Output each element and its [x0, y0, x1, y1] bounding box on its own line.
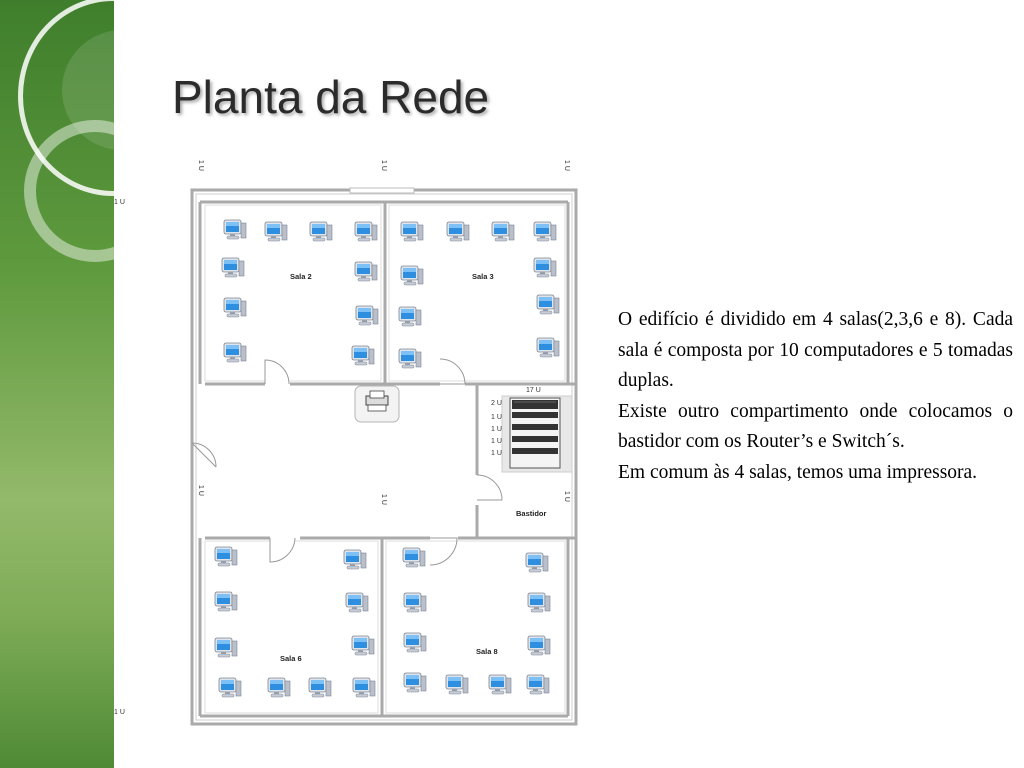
rack-unit-label: 1 U [491, 438, 502, 445]
outlet-label: 1 U [197, 485, 204, 496]
room-label-bastidor: Bastidor [516, 509, 547, 518]
description-paragraph: Em comum às 4 salas, temos uma impressora. [618, 461, 978, 483]
description-text [618, 305, 1013, 488]
decorative-sidebar [0, 0, 114, 768]
rack-unit-label: 1 U [491, 450, 502, 457]
description-paragraph: Existe outro compartimento onde colocamos o bastidor com os Router’s e Switch´s. [618, 400, 1013, 452]
slide-title: Planta da Rede [172, 71, 490, 123]
outlet-label: 1 U [563, 491, 570, 502]
room-label-sala-2: Sala 2 [290, 272, 312, 281]
room-label-sala-3: Sala 3 [472, 272, 494, 281]
server-rack-icon [502, 396, 572, 472]
rack-unit-label: 1 U [491, 414, 502, 421]
outlet-label: 1 U [380, 160, 387, 171]
rack-capacity-label: 17 U [526, 387, 541, 394]
outlet-label: 1 U [114, 709, 125, 716]
outlet-label: 1 U [380, 494, 387, 505]
printer-icon [355, 386, 399, 422]
room-label-sala-6: Sala 6 [280, 654, 302, 663]
network-floor-plan [110, 150, 590, 750]
rack-unit-label: 2 U [491, 400, 502, 407]
outlet-label: 1 U [197, 160, 204, 171]
outlet-label: 1 U [114, 199, 125, 206]
description-paragraph: O edifício é dividido em 4 salas(2,3,6 e 8). Cada sala é composta por 10 computadores e 5 tomadas duplas. [618, 309, 1013, 391]
rack-unit-label: 1 U [491, 426, 502, 433]
outlet-label: 1 U [563, 160, 570, 171]
room-label-sala-8: Sala 8 [476, 647, 498, 656]
